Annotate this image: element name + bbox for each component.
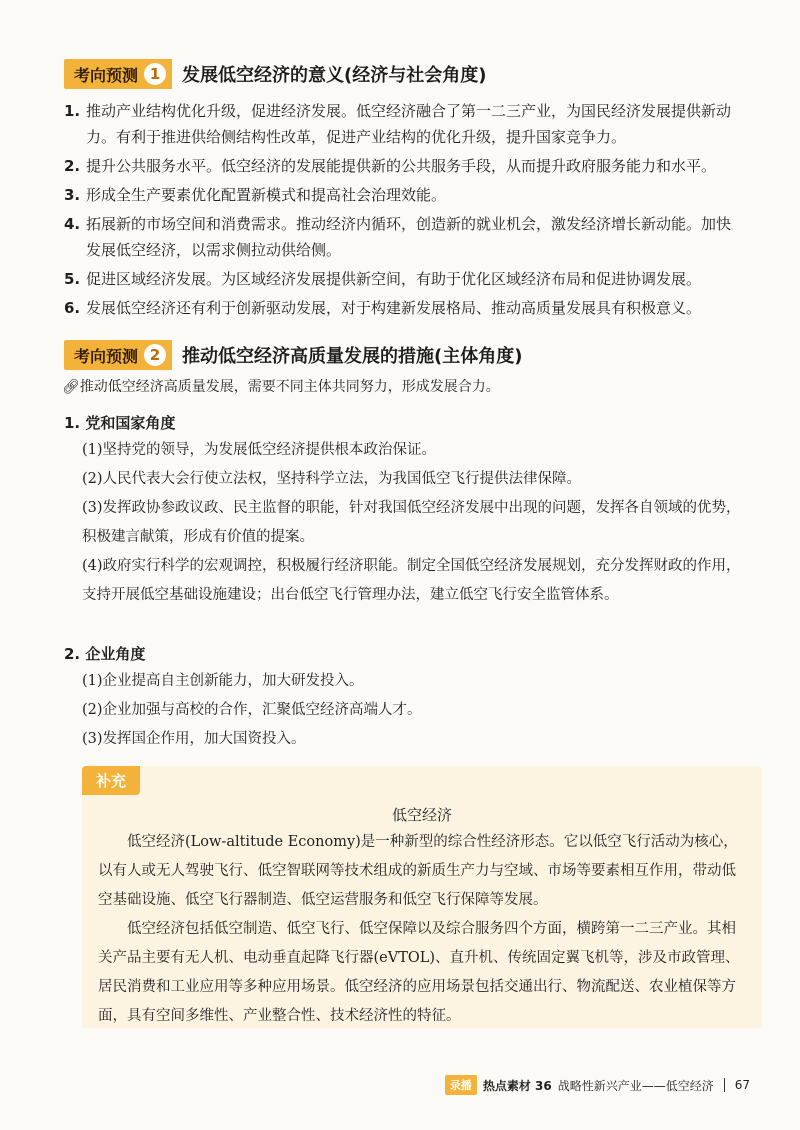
list-item: (3)发挥国企作用，加大国资投入。: [82, 731, 306, 747]
item-number: 1.: [64, 102, 81, 120]
page-number: 67: [734, 1078, 750, 1092]
section-2-number: 2: [144, 344, 166, 366]
list-item: (2)人民代表大会行使立法权，坚持科学立法，为我国低空飞行提供法律保障。: [82, 471, 582, 487]
section-2-title: 推动低空经济高质量发展的措施(主体角度): [182, 346, 523, 367]
list-item: [64, 295, 744, 321]
section-1-header: [64, 59, 486, 89]
list-item: (1)坚持党的领导，为发展低空经济提供根本政治保证。: [82, 442, 437, 458]
footer-topic: 战略性新兴产业——低空经济: [557, 1078, 714, 1093]
list-item: (3)发挥政协参政议政、民主监督的职能，针对我国低空经济发展中出现的问题，发挥各自领域的优势，积极建言献策，形成有价值的提案。: [82, 500, 741, 545]
list-item: [64, 211, 744, 263]
supplement-label: 补充: [82, 766, 140, 795]
section-1-tag-label: 考向预测: [74, 65, 139, 85]
item-number: 4.: [64, 215, 81, 233]
item-text: 形成全生产要素优化配置新模式和提高社会治理效能。: [86, 186, 447, 204]
section-1-tag: [64, 59, 172, 89]
item-number: 3.: [64, 186, 81, 204]
item-number: 2.: [64, 157, 81, 175]
enterprise-list: [82, 667, 744, 754]
section-1-number: 1: [144, 63, 166, 85]
list-item: [64, 153, 744, 179]
supplement-paragraph-1: 低空经济(Low-altitude Economy)是一种新型的综合性经济形态。它以低空飞行活动为核心，以有人或无人驾驶飞行、低空智联网等技术组成的新质生产力与空域、市场等要素相互作用，带动低空基础设施、低空飞行器制造、低空运营服务和低空飞行保障等发展。: [98, 834, 738, 908]
list-item: (2)企业加强与高校的合作，汇聚低空经济高端人才。: [82, 702, 422, 718]
item-text: 推动产业结构优化升级，促进经济发展。低空经济融合了第一二三产业，为国民经济发展提供新动力。有利于推进供给侧结构性改革，促进产业结构的优化升级，提升国家竞争力。: [86, 102, 732, 146]
list-item: [64, 98, 744, 150]
supplement-paragraph-2: 低空经济包括低空制造、低空飞行、低空保障以及综合服务四个方面，横跨第一二三产业。其相关产品主要有无人机、电动垂直起降飞行器(eVTOL)、直升机、传统固定翼飞机等，涉及市政管理、居民消费和工业应用等多种应用场景。低空经济的应用场景包括交通出行、物流配送、农业植保等方面，具有空间多维性、产业整合性、技术经济性的特征。: [98, 921, 740, 1024]
footer-series: 热点素材 36: [482, 1078, 552, 1093]
section-2-note: [62, 376, 500, 398]
party-list: [82, 436, 744, 610]
section-2-header: [64, 340, 522, 370]
link-icon: 🔗︎: [62, 379, 80, 395]
item-text: 拓展新的市场空间和消费需求。推动经济内循环，创造新的就业机会，激发经济增长新动能。加快发展低空经济，以需求侧拉动供给侧。: [86, 215, 732, 259]
item-text: 提升公共服务水平。低空经济的发展能提供新的公共服务手段，从而提升政府服务能力和水平。: [86, 157, 717, 175]
list-item: (1)企业提高自主创新能力，加大研发投入。: [82, 673, 364, 689]
section-2-tag-label: 考向预测: [74, 346, 139, 366]
list-item: [64, 266, 744, 292]
section-1-list: [64, 98, 744, 321]
section-1-title: 发展低空经济的意义(经济与社会角度): [182, 65, 487, 86]
item-text: 发展低空经济还有利于创新驱动发展，对于构建新发展格局、推动高质量发展具有积极意义。: [86, 299, 702, 317]
note-text: 推动低空经济高质量发展，需要不同主体共同努力，形成发展合力。: [79, 379, 500, 395]
brand-logo: 录播: [445, 1075, 477, 1095]
enterprise-heading: 2. 企业角度: [64, 645, 146, 663]
section-2-tag: [64, 340, 172, 370]
list-item: [64, 182, 744, 208]
footer-divider: [724, 1078, 725, 1092]
item-text: 促进区域经济发展。为区域经济发展提供新空间，有助于优化区域经济布局和促进协调发展。: [86, 270, 702, 288]
page-footer: [445, 1075, 750, 1095]
item-number: 5.: [64, 270, 81, 288]
supplement-box: [82, 766, 762, 1028]
party-heading: 1. 党和国家角度: [64, 414, 176, 432]
item-number: 6.: [64, 299, 81, 317]
supplement-title: 低空经济: [391, 806, 452, 824]
list-item: (4)政府实行科学的宏观调控，积极履行经济职能。制定全国低空经济发展规划，充分发挥财政的作用，支持开展低空基础设施建设；出台低空飞行管理办法，建立低空飞行安全监管体系。: [82, 558, 741, 603]
